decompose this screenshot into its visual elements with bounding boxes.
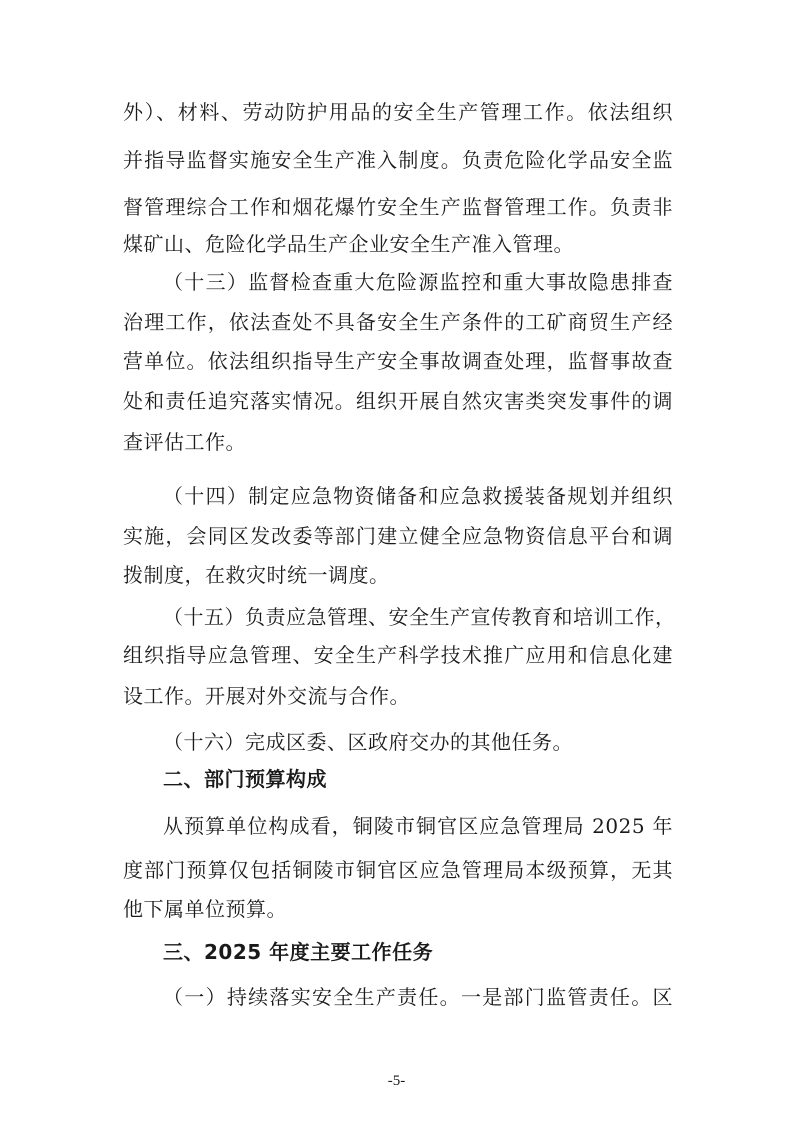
text-line: 拨制度，在救灾时统一调度。	[123, 563, 390, 587]
section-heading: 三、2025 年度主要工作任务	[163, 940, 434, 964]
page-number: -5-	[387, 1073, 406, 1089]
text-line: 设工作。开展对外交流与合作。	[123, 684, 410, 708]
paragraph-first-line: （十六）完成区委、区政府交办的其他任务。	[163, 730, 573, 754]
text-line: 度部门预算仅包括铜陵市铜官区应急管理局本级预算，无其	[123, 858, 673, 882]
paragraph-first-line: 从预算单位构成看，铜陵市铜官区应急管理局 2025 年	[163, 814, 673, 838]
text-line: 并指导监督实施安全生产准入制度。负责危险化学品安全监	[123, 148, 673, 172]
text-line: 实施，会同区发改委等部门建立健全应急物资信息平台和调	[123, 524, 673, 548]
text-line: 煤矿山、危险化学品生产企业安全生产准入管理。	[123, 232, 574, 256]
text-line: 处和责任追究落实情况。组织开展自然灾害类突发事件的调	[123, 389, 673, 413]
paragraph-first-line: （十三）监督检查重大危险源监控和重大事故隐患排查	[163, 270, 673, 294]
text-line: 查评估工作。	[123, 430, 246, 454]
text-line: 督管理综合工作和烟花爆竹安全生产监督管理工作。负责非	[123, 195, 673, 219]
text-line: 治理工作，依法查处不具备安全生产条件的工矿商贸生产经	[123, 310, 673, 334]
paragraph-first-line: （十四）制定应急物资储备和应急救援装备规划并组织	[163, 484, 673, 508]
text-line: 组织指导应急管理、安全生产科学技术推广应用和信息化建	[123, 643, 673, 667]
text-line: 外）、材料、劳动防护用品的安全生产管理工作。依法组织	[123, 100, 673, 124]
text-line: 他下属单位预算。	[123, 897, 287, 921]
paragraph-first-line: （一）持续落实安全生产责任。一是部门监管责任。区	[163, 985, 673, 1009]
text-line: 营单位。依法组织指导生产安全事故调查处理，监督事故查	[123, 349, 673, 373]
paragraph-first-line: （十五）负责应急管理、安全生产宣传教育和培训工作，	[163, 605, 676, 629]
section-heading: 二、部门预算构成	[163, 767, 327, 791]
